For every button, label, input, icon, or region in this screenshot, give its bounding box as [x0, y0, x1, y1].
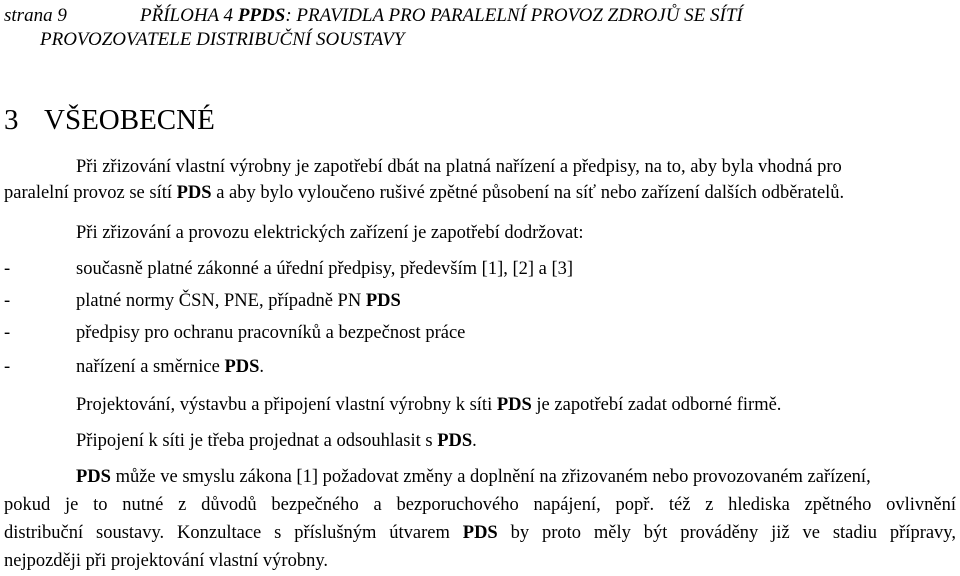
para1-line2 — [4, 182, 844, 204]
header-title-rest: : PRAVIDLA PRO PARALELNÍ PROVOZ ZDROJŮ SE SÍTÍ — [285, 5, 743, 26]
para4-b: . — [472, 431, 477, 451]
dash-bullet: - — [4, 291, 11, 311]
para5-line3-a: distribuční soustavy. Konzultace s příslušným útvarem — [4, 523, 463, 543]
para3 — [76, 394, 781, 416]
para1-line2-b: a aby bylo vyloučeno rušivé zpětné působení na síť nebo zařízení dalších odběratelů. — [211, 183, 845, 203]
page-number: strana 9 — [4, 5, 67, 26]
list-item-bold: PDS — [365, 291, 401, 311]
para5-line4: nejpozději při projektování vlastní výrobny. — [4, 551, 329, 571]
document-header — [140, 2, 743, 30]
section-number: 3 — [4, 104, 19, 136]
para4-bold: PDS — [437, 431, 473, 451]
para1-line2-a: paralelní provoz se sítí — [4, 183, 177, 203]
para4 — [76, 430, 477, 452]
para2-intro: Při zřizování a provozu elektrických zařízení je zapotřebí dodržovat: — [76, 223, 584, 243]
para5-line2: pokud je to nutné z důvodů bezpečného a bezporuchového napájení, popř. též z hlediska zpětného ovlivnění — [4, 495, 956, 515]
para3-b: je zapotřebí zadat odborné firmě. — [531, 395, 782, 415]
para3-bold: PDS — [496, 395, 532, 415]
list-item-text: současně platné zákonné a úřední předpisy, především [1], [2] a [3] — [76, 259, 574, 279]
section-title: VŠEOBECNÉ — [44, 104, 215, 136]
document-header-line2: PROVOZOVATELE DISTRIBUČNÍ SOUSTAVY — [40, 29, 405, 50]
para1-line2-bold: PDS — [176, 183, 212, 203]
list-item-bold: PDS — [224, 357, 260, 377]
dash-bullet: - — [4, 259, 11, 279]
list-item-text-b: . — [259, 357, 265, 377]
para5-line1-bold: PDS — [76, 467, 111, 487]
para5-line3 — [4, 522, 956, 544]
dash-bullet: - — [4, 357, 11, 377]
list-item-text-a: nařízení a směrnice — [76, 357, 225, 377]
para4-a: Připojení k síti je třeba projednat a odsouhlasit s — [76, 431, 438, 451]
list-item-text: předpisy pro ochranu pracovníků a bezpečnost práce — [76, 323, 466, 343]
para5-line3-bold: PDS — [462, 523, 498, 543]
header-title-bold: PPDS — [237, 5, 286, 26]
header-title-prefix: PŘÍLOHA 4 — [140, 5, 238, 26]
section-heading — [4, 100, 215, 140]
list-item-text — [76, 356, 264, 378]
para1-line1: Při zřizování vlastní výrobny je zapotřebí dbát na platná nařízení a předpisy, na to, aby byla vhodná pro — [76, 157, 842, 177]
para5-line3-b: by proto měly být prováděny již ve stadiu přípravy, — [497, 523, 956, 543]
para3-a: Projektování, výstavbu a připojení vlastní výrobny k síti — [76, 395, 497, 415]
dash-bullet: - — [4, 323, 11, 343]
para5-line1-rest: může ve smyslu zákona [1] požadovat změny a doplnění na zřizovaném nebo provozovaném zařízení, — [110, 467, 871, 487]
para5-line1 — [76, 466, 871, 488]
list-item-text — [76, 290, 401, 312]
list-item-text-a: platné normy ČSN, PNE, případně PN — [76, 291, 366, 311]
